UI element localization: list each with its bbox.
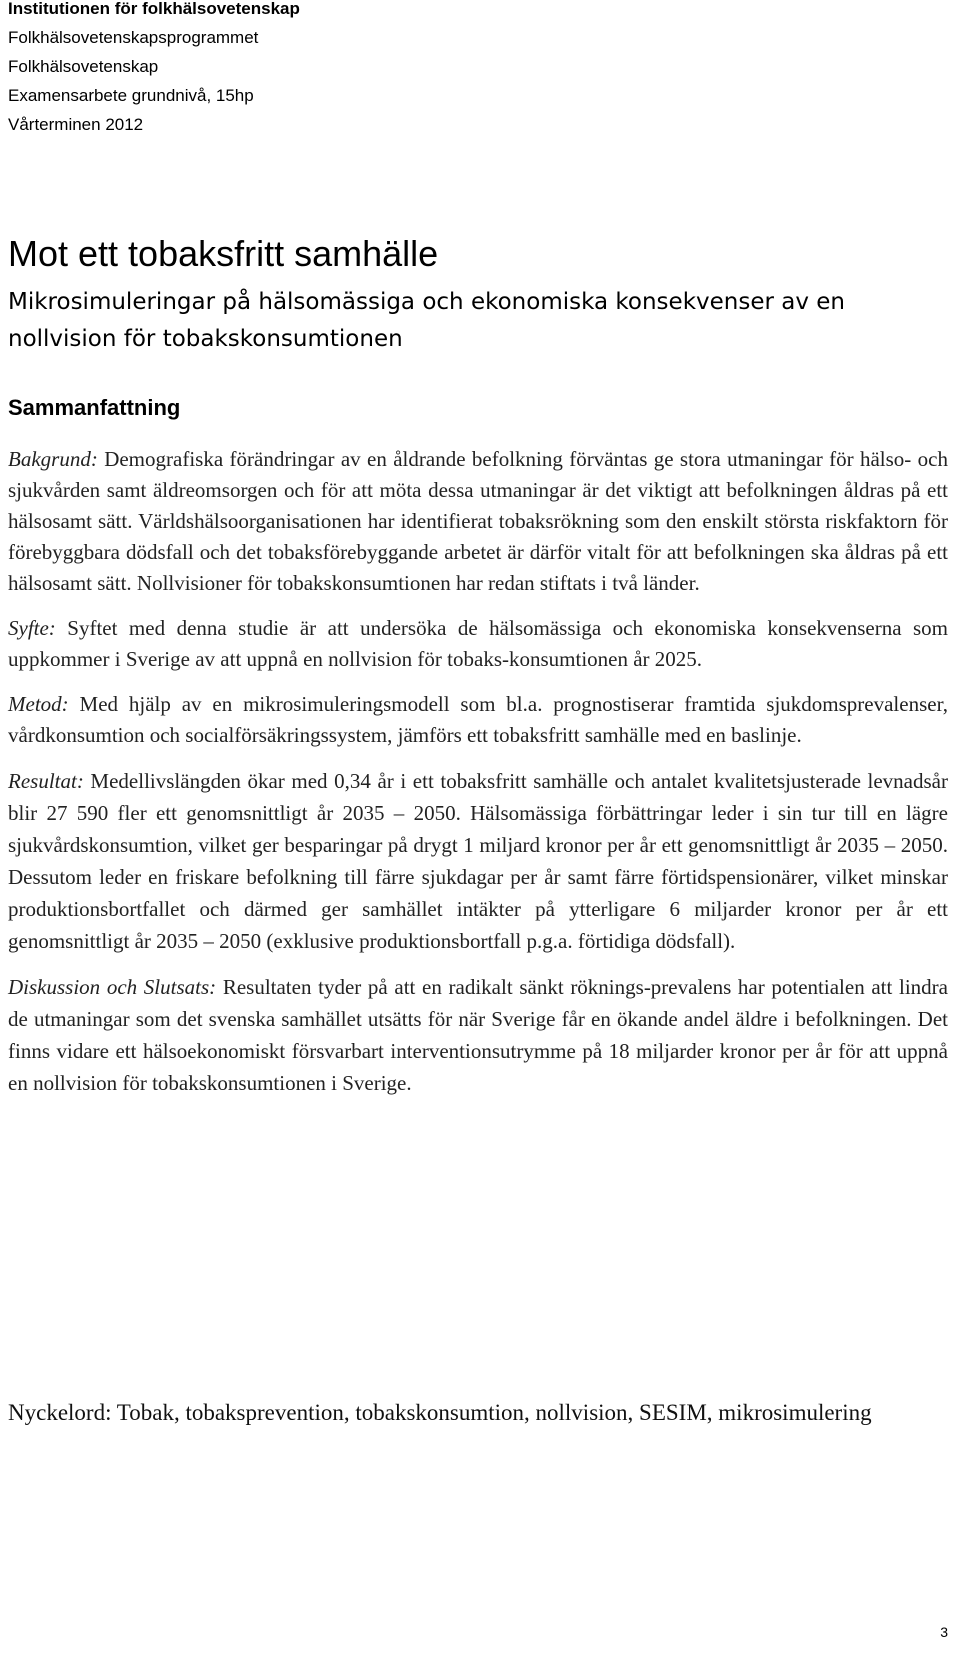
- results-paragraph: [8, 765, 948, 957]
- background-label: Bakgrund:: [8, 447, 98, 471]
- discussion-text: Resultaten tyder på att en radikalt sänkt röknings-prevalens har potentialen att lindra de utmaningar som det svenska samhället utsätts för när Sverige får en ökande andel äldre i befolkningen. Det finns vidare ett hälsoekonomiskt försvarbart interventionsutrymme på 18 miljarder kronor per år för att uppnå en nollvision för tobakskonsumtionen i Sverige.: [8, 975, 948, 1095]
- method-label: Metod:: [8, 692, 69, 716]
- institution-name: Institutionen för folkhälsovetenskap: [8, 0, 300, 18]
- document-header: [8, 0, 300, 134]
- keywords: Nyckelord: Tobak, tobaksprevention, tobakskonsumtion, nollvision, SESIM, mikrosimulering: [8, 1400, 872, 1425]
- course-name: Examensarbete grundnivå, 15hp: [8, 86, 254, 105]
- page-number: 3: [940, 1624, 948, 1640]
- background-text: Demografiska förändringar av en åldrande befolkning förväntas ge stora utmaningar för hälso- och sjukvården samt äldreomsorgen och för att möta dessa utmaningar är det viktigt att befolkningen åldras på ett hälsosamt sätt. Världshälsoorganisationen har identifierat tobaksrökning som den enskilt största riskfaktorn för förebyggbara dödsfall och det tobaksförebyggande arbetet är därför vitalt för att befolkningen ska åldras på ett hälsosamt sätt. Nollvisioner för tobakskonsumtionen har redan stiftats i två länder.: [8, 447, 948, 595]
- abstract-body: [8, 444, 948, 1113]
- document-title: Mot ett tobaksfritt samhälle: [8, 233, 439, 274]
- aim-label: Syfte:: [8, 616, 56, 640]
- abstract-heading: Sammanfattning: [8, 395, 181, 420]
- background-paragraph: [8, 444, 948, 599]
- program-name: Folkhälsovetenskapsprogrammet: [8, 28, 259, 47]
- subject-name: Folkhälsovetenskap: [8, 57, 159, 76]
- results-label: Resultat:: [8, 769, 84, 793]
- discussion-paragraph: [8, 971, 948, 1099]
- method-text: Med hjälp av en mikrosimuleringsmodell som bl.a. prognostiserar framtida sjukdomsprevalenser, vårdkonsumtion och socialförsäkringssystem, jämförs ett tobaksfritt samhälle med en baslinje.: [8, 692, 948, 747]
- discussion-label: Diskussion och Slutsats:: [8, 975, 217, 999]
- aim-text: Syftet med denna studie är att undersöka de hälsomässiga och ekonomiska konsekvenserna som uppkommer i Sverige av att uppnå en nollvision för tobaks-konsumtionen år 2025.: [8, 616, 948, 671]
- method-paragraph: [8, 689, 948, 751]
- results-text: Medellivslängden ökar med 0,34 år i ett tobaksfritt samhälle och antalet kvalitetsjusterade levnadsår blir 27 590 fler ett genomsnittligt år 2035 – 2050. Hälsomässiga förbättringar leder i sin tur till en lägre sjukvårdskonsumtion, vilket ger besparingar på drygt 1 miljard kronor per år ett genomsnittligt år 2035 – 2050. Dessutom leder en friskare befolkning till färre sjukdagar per år samt färre förtidspensionärer, vilket minskar produktionsbortfallet och därmed ger samhället intäkter på ytterligare 6 miljarder kronor per år ett genomsnittligt år 2035 – 2050 (exklusive produktionsbortfall p.g.a. förtidiga dödsfall).: [8, 769, 948, 953]
- term-name: Vårterminen 2012: [8, 115, 144, 134]
- aim-paragraph: [8, 613, 948, 675]
- document-subtitle: Mikrosimuleringar på hälsomässiga och ekonomiska konsekvenser av en nollvision för tobakskonsumtionen: [8, 289, 845, 352]
